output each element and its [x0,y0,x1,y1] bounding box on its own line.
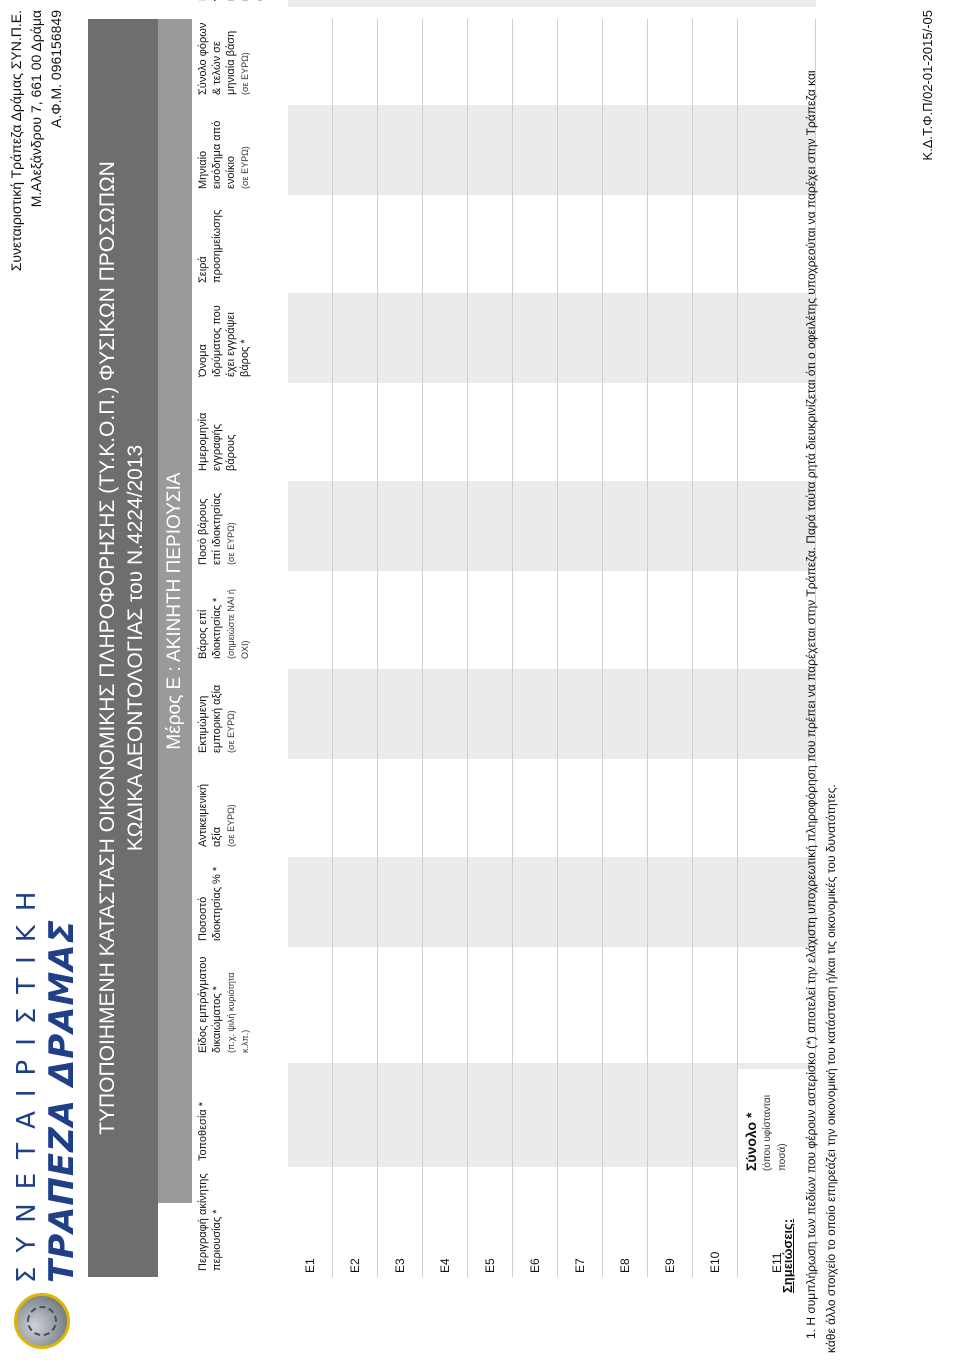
entry-cell[interactable] [513,481,558,571]
entry-cell[interactable] [423,575,468,665]
entry-cell[interactable] [378,0,423,7]
column-header-8 [192,477,288,571]
entry-cell[interactable] [288,1063,333,1167]
entry-cell[interactable] [333,1171,378,1191]
entry-cell[interactable] [468,11,513,101]
entry-cell[interactable] [288,199,333,289]
entry-cell[interactable] [558,669,603,759]
column-header-label: Τοποθεσία * [197,1102,209,1161]
entry-cell[interactable] [693,1171,738,1191]
entry-cell[interactable] [558,387,603,477]
table-row [513,19,558,1277]
table-row [558,19,603,1277]
entry-cell[interactable] [333,857,378,947]
entry-cell[interactable] [513,0,558,7]
entry-cell[interactable] [378,575,423,665]
address-line-1: Συνεταιριστική Τράπεζα Δράμας ΣΥΝ.Π.Ε. [8,10,24,272]
column-header-2 [192,1059,288,1167]
column-header-unit: (σε ΕΥΡΩ) [226,804,236,847]
entry-cell[interactable] [288,293,333,383]
table-row [333,19,378,1277]
address-line-3: Α.Φ.Μ. 096156849 [48,10,64,128]
entry-cell[interactable] [648,11,693,101]
entry-cell[interactable] [648,1171,693,1191]
entry-cell[interactable] [558,575,603,665]
entry-cell[interactable] [513,105,558,195]
entry-cell[interactable] [423,1171,468,1191]
entry-cell[interactable] [468,0,513,7]
entry-cell[interactable] [648,763,693,853]
entry-cell[interactable] [288,11,333,101]
total-label-text: Σύνολο * [743,1112,759,1171]
entry-cell[interactable] [423,105,468,195]
entry-cell[interactable] [513,1171,558,1191]
entry-cell[interactable] [693,951,738,1059]
logo-top-text: ΣΥΝΕΤΑΙΡΙΣΤΙΚΗ [12,877,42,1283]
entry-cell[interactable] [468,763,513,853]
entry-cell[interactable] [603,105,648,195]
column-header-10 [192,289,288,383]
entry-cell[interactable] [513,293,558,383]
entry-cell[interactable] [468,575,513,665]
entry-cell[interactable] [468,1063,513,1167]
entry-cell[interactable] [603,11,648,101]
entry-cell[interactable] [648,857,693,947]
entry-cell[interactable] [693,11,738,101]
entry-cell[interactable] [333,481,378,571]
entry-cell[interactable] [648,669,693,759]
column-header-6 [192,665,288,759]
column-header-13 [192,7,288,101]
entry-cell[interactable] [603,669,648,759]
entry-cell[interactable] [288,481,333,571]
column-header-label: Βάρος επί ιδιοκτησίας * [197,597,223,659]
entry-cell[interactable] [558,481,603,571]
entry-cell[interactable] [513,669,558,759]
entry-cell[interactable] [648,387,693,477]
column-header-label: Εκτιμώμενη εμπορική αξία [197,684,223,753]
entry-cell[interactable] [648,199,693,289]
table-row [378,19,423,1277]
entry-cell[interactable] [558,293,603,383]
entry-cell[interactable] [333,951,378,1059]
entry-cell[interactable] [423,481,468,571]
entry-cell[interactable] [423,857,468,947]
entry-cell[interactable] [333,669,378,759]
entry-cell[interactable] [603,575,648,665]
entry-cell[interactable] [378,857,423,947]
entry-cell[interactable] [468,105,513,195]
entry-cell[interactable] [648,105,693,195]
column-header-12 [192,101,288,195]
column-header-unit: (σε ΕΥΡΩ) [226,710,236,753]
form-code: Κ.Δ.Τ.Φ.Π/02-01-2015/-05 [920,10,935,161]
entry-cell[interactable] [378,481,423,571]
entry-cell[interactable] [378,763,423,853]
entry-cell[interactable] [468,293,513,383]
entry-cell[interactable] [603,387,648,477]
entry-cell[interactable] [378,387,423,477]
entry-cell[interactable] [648,575,693,665]
column-header-11 [192,195,288,289]
entry-cell[interactable] [513,1063,558,1167]
entry-cell[interactable] [558,11,603,101]
entry-cell[interactable] [513,387,558,477]
entry-cell[interactable] [423,669,468,759]
entry-cell[interactable] [603,857,648,947]
column-header-label: Όνομα ιδρύματος που έχει εγγράψει βάρος * [197,305,251,377]
note-line-2: κάθε άλλο στοιχείο το οποίο επηρεάζει την οικονομική του κατάσταση ή/και τις οικονομικές του δυνατότητες. [824,784,838,1353]
entry-cell[interactable] [288,763,333,853]
table-row [693,19,738,1277]
row-id-label: Ε6 [528,1258,542,1273]
entry-cell[interactable] [513,763,558,853]
entry-cell[interactable] [288,669,333,759]
column-header-label: Περιγραφή ακίνητης περιουσίας * [197,1173,223,1271]
entry-cell[interactable] [693,1063,738,1167]
entry-cell[interactable] [468,387,513,477]
entry-cell[interactable] [333,1063,378,1167]
column-header-label: Είδος εμπράγματου δικαιώματος * [197,956,223,1053]
entry-cell[interactable] [738,0,816,7]
entry-cell[interactable] [513,575,558,665]
row-id-label: Ε11 [770,1252,784,1273]
entry-cell[interactable] [603,481,648,571]
entry-cell[interactable] [558,0,603,7]
entry-cell[interactable] [423,1063,468,1167]
column-header-label: Ποσοστό ιδιοκτησίας % * [197,866,223,941]
table-row [603,19,648,1277]
total-label-sub: (όπου υφίστανται ποσά) [762,1094,788,1171]
entry-cell[interactable] [378,669,423,759]
entry-cell[interactable] [378,951,423,1059]
entry-cell[interactable] [378,105,423,195]
column-header-label: Σειρά προσημείωσης [197,209,223,283]
entry-cell[interactable] [558,199,603,289]
entry-cell[interactable] [288,0,333,7]
entry-cell[interactable] [693,387,738,477]
entry-cell[interactable] [468,857,513,947]
column-header-14 [192,0,288,7]
column-header-unit: (σε ΕΥΡΩ) [240,52,250,95]
entry-cell[interactable] [423,199,468,289]
entry-cell[interactable] [648,293,693,383]
entry-cell[interactable] [603,1171,648,1191]
column-header-label: Ημερομηνία εγγραφής βάρους [197,412,237,471]
column-header-7 [192,571,288,665]
entry-cell[interactable] [333,11,378,101]
column-header-unit: (π.χ. ψιλή κυριότητα κ.λπ.) [226,972,250,1053]
entry-cell[interactable] [513,199,558,289]
column-header-5 [192,759,288,853]
form-title-line-1: ΤΥΠΟΠΟΙΗΜΕΝΗ ΚΑΤΑΣΤΑΣΗ ΟΙΚΟΝΟΜΙΚΗΣ ΠΛΗΡΟΦΟΡΗΣΗΣ (ΤΥ.Κ.Ο.Π.) ΦΥΣΙΚΩΝ ΠΡΟΣΩΠΩΝ [96,161,119,1135]
entry-cell[interactable] [333,105,378,195]
bank-logo [8,877,82,1349]
entry-cell[interactable] [468,669,513,759]
entry-cell[interactable] [378,1063,423,1167]
entry-cell[interactable] [513,11,558,101]
column-header-unit: (σε ΕΥΡΩ) [226,522,236,565]
entry-cell[interactable] [288,951,333,1059]
address-line-2: Μ.Αλεξάνδρου 7, 661 00 Δράμα [28,10,44,208]
logo-bottom-text: ΤΡΑΠΕΖΑ ΔΡΑΜΑΣ [42,919,82,1283]
entry-cell[interactable] [693,199,738,289]
entry-cell[interactable] [648,481,693,571]
table-row [423,19,468,1277]
entry-cell[interactable] [648,951,693,1059]
entry-cell[interactable] [333,387,378,477]
entry-cell[interactable] [693,857,738,947]
entry-cell[interactable] [603,0,648,7]
entry-cell[interactable] [423,293,468,383]
entry-cell[interactable] [558,1063,603,1167]
coin-emblem-icon [14,1293,70,1349]
notes-title: Σημειώσεις: [780,1218,795,1293]
note-line-1: 1. Η συμπλήρωση των πεδίων που φέρουν αστερίσκο (*) αποτελεί την ελάχιστη υποχρεωτική πληροφόρηση που πρέπει να παρέχεται στην Τράπεζα. Παρά ταύτα ρητά διευκρινίζεται ότι ο οφειλέτης υποχρεούται να παρέχει στην Τράπεζα και [804,70,818,1339]
column-header-label: Μηνιαίο εισόδημα από ενοίκιο [197,120,237,189]
entry-cell[interactable] [603,951,648,1059]
entry-cell[interactable] [558,105,603,195]
part-title: Μέρος Ε : ΑΚΙΝΗΤΗ ΠΕΡΙΟΥΣΙΑ [158,19,192,1203]
entry-cell[interactable] [648,0,693,7]
entry-cell[interactable] [468,951,513,1059]
row-id-label: Ε9 [663,1258,677,1273]
entry-cell[interactable] [468,199,513,289]
entry-cell[interactable] [333,199,378,289]
entry-cell[interactable] [468,1171,513,1191]
row-id-label: Ε8 [618,1258,632,1273]
entry-cell[interactable] [423,951,468,1059]
entry-cell[interactable] [603,199,648,289]
column-header-unit: (σημειώστε ΝΑΙ ή ΟΧΙ) [226,589,250,659]
entry-cell[interactable] [603,1063,648,1167]
entry-cell[interactable] [693,481,738,571]
column-header-4 [192,853,288,947]
entry-cell[interactable] [423,387,468,477]
table-row [288,19,333,1277]
entry-cell[interactable] [693,105,738,195]
row-id-label: Ε1 [303,1258,317,1273]
column-header-3 [192,947,288,1059]
row-id-label: Ε2 [348,1258,362,1273]
entry-cell[interactable] [558,951,603,1059]
row-id-label: Ε7 [573,1258,587,1273]
entry-cell[interactable] [693,293,738,383]
entry-cell[interactable] [378,293,423,383]
column-header-label: Αντικειμενική αξία [197,783,223,847]
column-header-label: Ποσό βάρους επί ιδιοκτησίας [197,493,223,565]
entry-cell[interactable] [378,1171,423,1191]
entry-cell[interactable] [693,669,738,759]
row-id-label: Ε4 [438,1258,452,1273]
column-header-label: Σύνολο φόρων & τελών σε μηνιαία βάση [197,22,237,95]
entry-cell[interactable] [333,575,378,665]
row-id-label: Ε5 [483,1258,497,1273]
table-row [648,19,693,1277]
entry-cell[interactable] [423,11,468,101]
form-title-line-2: ΚΩΔΙΚΑ ΔΕΟΝΤΟΛΟΓΙΑΣ του Ν.4224/2013 [124,444,147,852]
entry-cell[interactable] [333,293,378,383]
entry-cell[interactable] [693,763,738,853]
entry-cell[interactable] [288,105,333,195]
entry-cell[interactable] [288,1171,333,1191]
entry-cell[interactable] [288,575,333,665]
row-id-label: Ε3 [393,1258,407,1273]
bank-address [6,10,66,271]
entry-cell[interactable] [558,763,603,853]
entry-cell[interactable] [648,1063,693,1167]
form-title-band [88,19,158,1277]
entry-cell[interactable] [378,11,423,101]
column-header-unit [252,0,266,1]
column-header-9 [192,383,288,477]
entry-cell[interactable] [603,293,648,383]
column-header-unit: (σε ΕΥΡΩ) [240,146,250,189]
entry-cell[interactable] [558,1171,603,1191]
entry-cell[interactable] [468,481,513,571]
entry-cell[interactable] [513,857,558,947]
column-header-label [197,0,251,1]
entry-cell[interactable] [288,387,333,477]
entry-cell[interactable] [693,575,738,665]
entry-cell[interactable] [513,951,558,1059]
entry-cell[interactable] [378,199,423,289]
entry-cell[interactable] [333,0,378,7]
entry-cell[interactable] [603,763,648,853]
column-header-1 [192,1167,288,1277]
row-id-label: Ε10 [708,1251,722,1273]
table-header-row [192,19,288,1277]
entry-cell[interactable] [693,0,738,7]
entry-cell[interactable] [423,0,468,7]
entry-cell[interactable] [288,857,333,947]
entry-cell[interactable] [333,763,378,853]
table-row [468,19,513,1277]
entry-cell[interactable] [423,763,468,853]
entry-cell[interactable] [558,857,603,947]
